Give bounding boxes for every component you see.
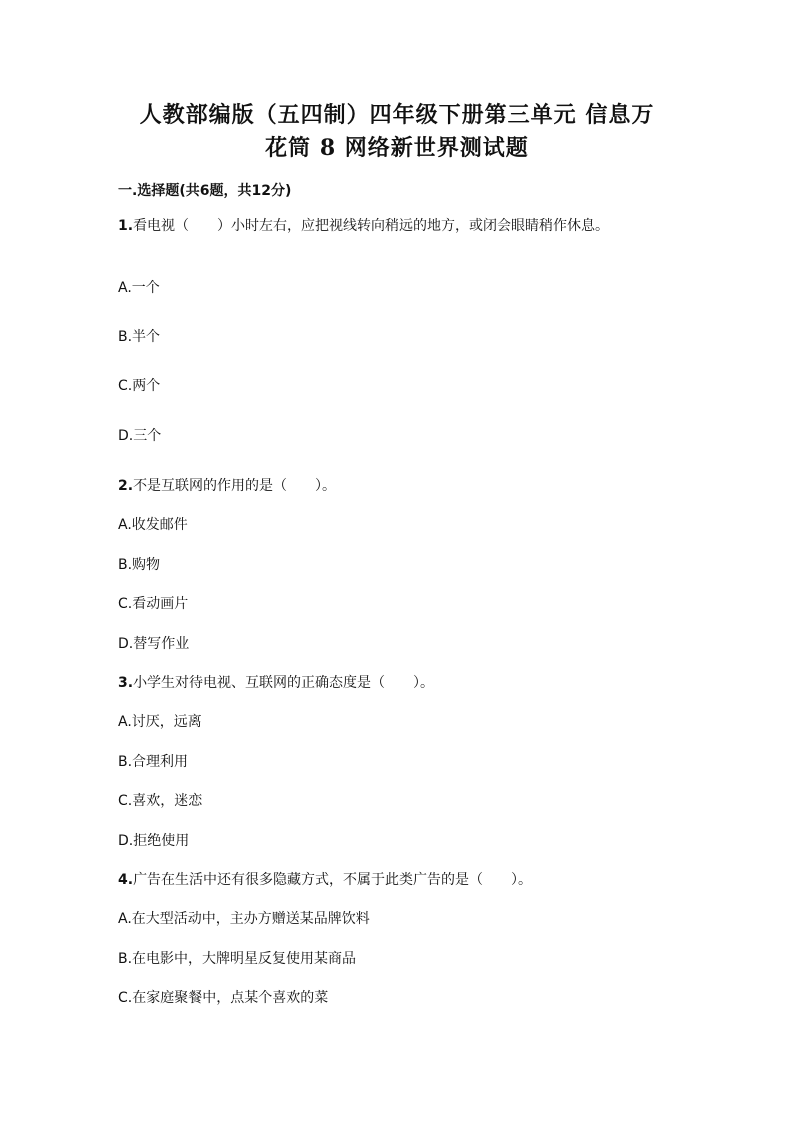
document-title-line-2: 花筒 8 网络新世界测试题: [265, 135, 529, 161]
question-1-option-a: A.一个: [118, 280, 160, 296]
question-2-option-c: C.看动画片: [118, 596, 189, 612]
question-3-option-d: D.拒绝使用: [118, 833, 190, 849]
question-4-option-b: B.在电影中，大牌明星反复使用某商品: [118, 951, 357, 967]
question-number: 3.: [118, 675, 134, 691]
question-2-option-b: B.购物: [118, 557, 161, 573]
question-text: 广告在生活中还有很多隐藏方式，不属于此类广告的是（ ）。: [133, 872, 533, 888]
question-text: 不是互联网的作用的是（ ）。: [133, 478, 337, 494]
question-4-option-c: C.在家庭聚餐中，点某个喜欢的菜: [118, 990, 329, 1006]
question-text: 小学生对待电视、互联网的正确态度是（ ）。: [133, 675, 435, 691]
question-number: 4.: [118, 872, 134, 888]
question-number: 2.: [118, 478, 134, 494]
question-3: [118, 673, 678, 694]
question-4: [118, 870, 678, 891]
document-title-line-1: 人教部编版（五四制）四年级下册第三单元 信息万: [139, 102, 655, 128]
question-3-option-a: A.讨厌，远离: [118, 714, 202, 730]
section-heading: 一.选择题(共6题，共12分): [118, 183, 292, 199]
question-3-option-c: C.喜欢，迷恋: [118, 793, 203, 809]
question-3-option-b: B.合理利用: [118, 754, 189, 770]
question-1: [118, 216, 678, 237]
question-2-option-d: D.替写作业: [118, 636, 190, 652]
question-2-option-a: A.收发邮件: [118, 517, 188, 533]
question-4-option-a: A.在大型活动中，主办方赠送某品牌饮料: [118, 911, 370, 927]
question-text: 看电视（ ）小时左右，应把视线转向稍远的地方，或闭会眼睛稍作休息。: [133, 218, 610, 234]
question-1-option-b: B.半个: [118, 329, 161, 345]
question-number: 1.: [118, 218, 134, 234]
question-1-option-d: D.三个: [118, 428, 162, 444]
question-2: [118, 476, 678, 497]
question-1-option-c: C.两个: [118, 378, 161, 394]
